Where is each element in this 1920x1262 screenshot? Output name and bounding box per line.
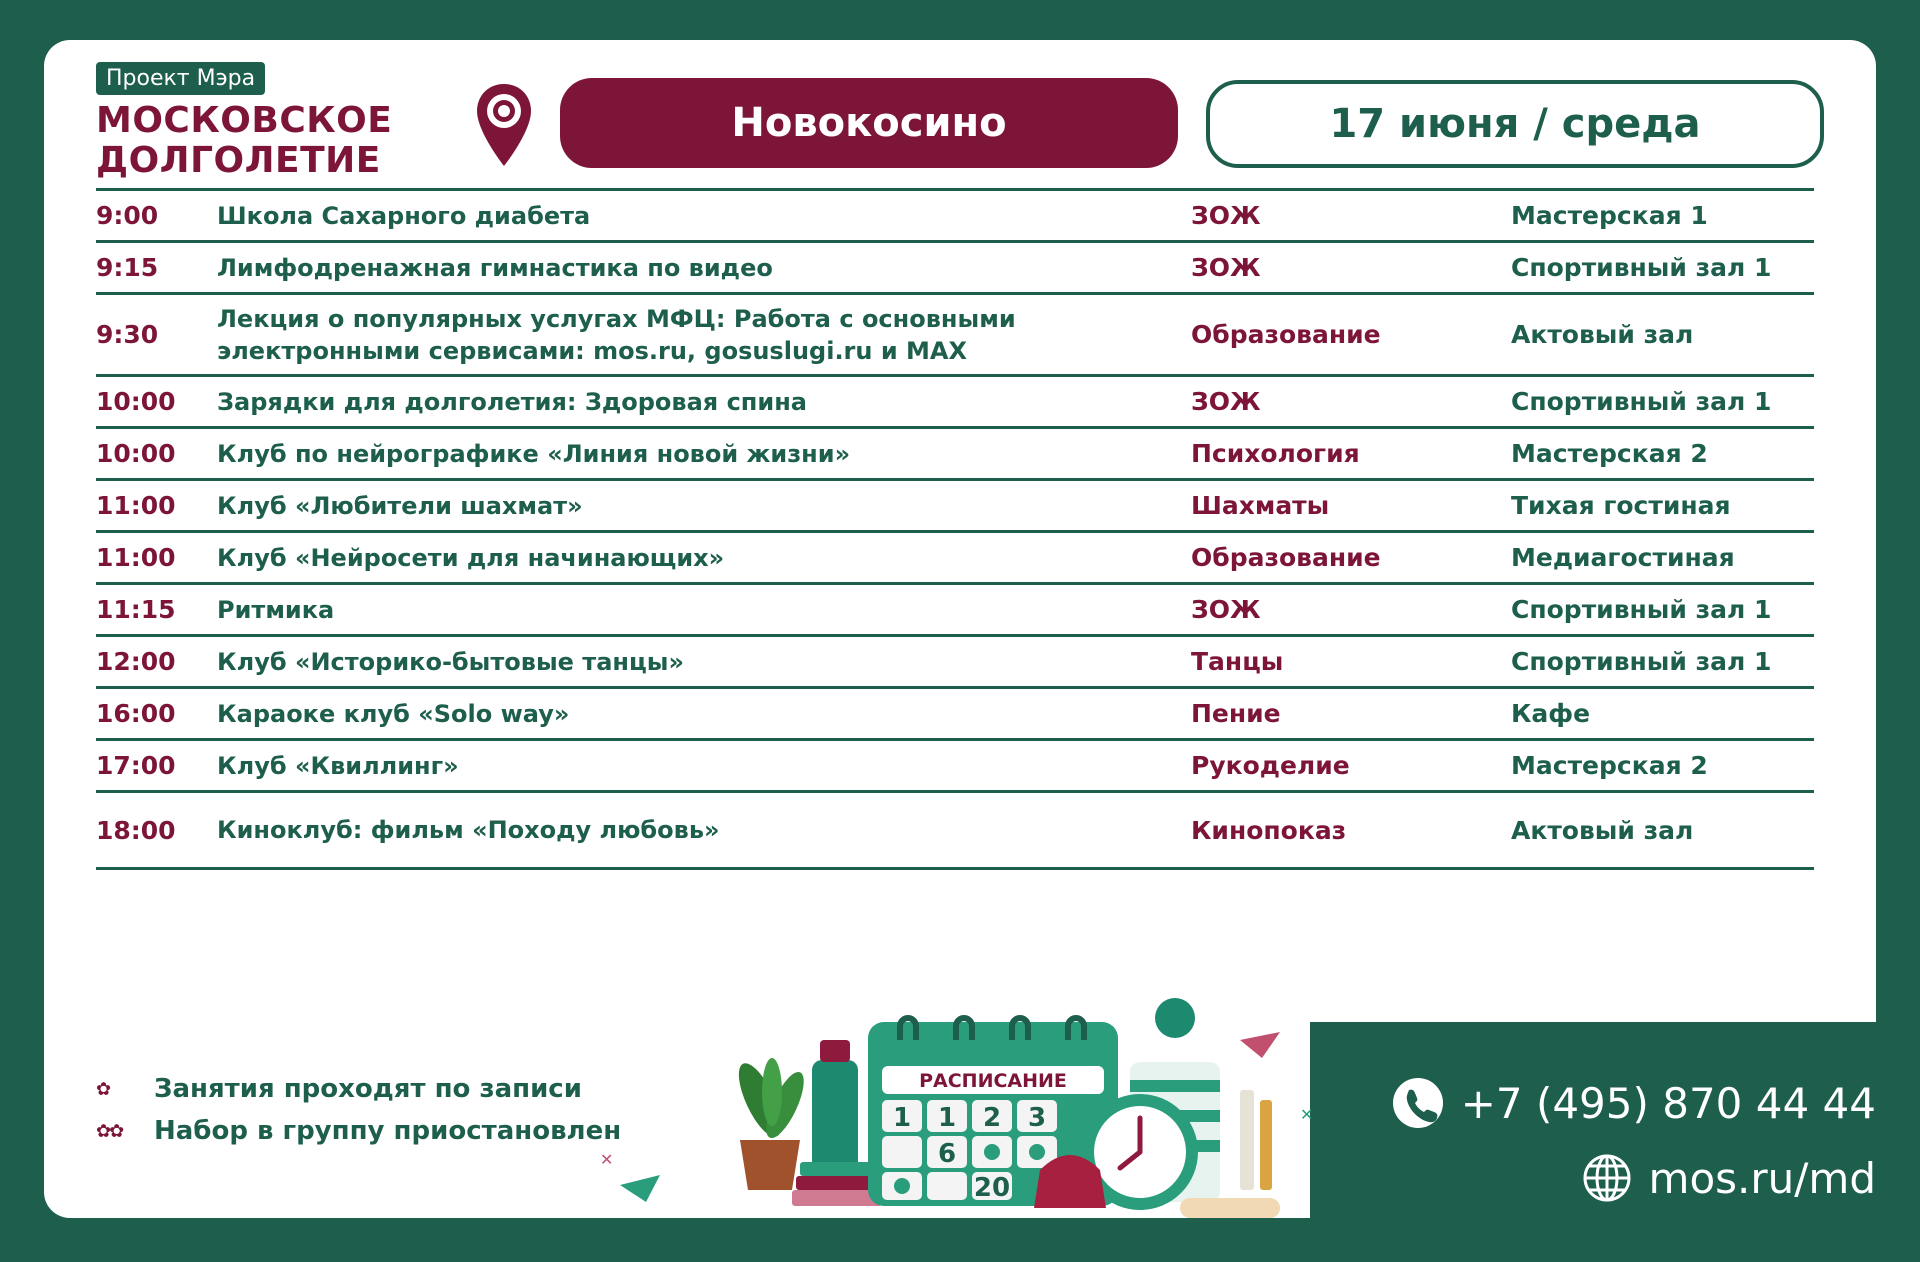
- contact-band: [1310, 1022, 1920, 1262]
- logo-badge: Проект Мэра: [96, 62, 265, 95]
- row-category: Образование: [1191, 320, 1381, 349]
- row-room: Спортивный зал 1: [1511, 253, 1772, 282]
- row-time: 11:00: [96, 491, 176, 520]
- row-room: Актовый зал: [1511, 815, 1694, 845]
- flower-icon: ✿: [96, 1078, 110, 1100]
- table-row: [96, 533, 1814, 585]
- row-category: Шахматы: [1191, 491, 1330, 520]
- row-time: 17:00: [96, 751, 176, 780]
- table-row: [96, 377, 1814, 429]
- row-title: Школа Сахарного диабета: [217, 201, 591, 230]
- site-url[interactable]: mos.ru/md: [1648, 1153, 1876, 1203]
- calendar-cell: 20: [973, 1173, 1011, 1203]
- note-text: Занятия проходят по записи: [154, 1074, 582, 1104]
- row-category: Рукоделие: [1191, 751, 1350, 780]
- row-category: ЗОЖ: [1191, 253, 1261, 282]
- row-category: Кинопоказ: [1191, 815, 1347, 845]
- logo: [96, 62, 392, 181]
- row-time: 12:00: [96, 647, 176, 676]
- row-category: Образование: [1191, 543, 1381, 572]
- calendar-cell: 1: [937, 1103, 957, 1133]
- table-row: [96, 637, 1814, 689]
- table-row: [96, 191, 1814, 243]
- row-time: 16:00: [96, 699, 176, 728]
- note-by-appointment: [96, 1068, 582, 1110]
- row-time: 9:30: [96, 320, 159, 349]
- row-title: Клуб «Любители шахмат»: [217, 491, 583, 520]
- table-row: [96, 793, 1814, 870]
- row-category: Танцы: [1191, 647, 1284, 676]
- schedule-illustration: [600, 970, 1340, 1222]
- logo-line-2: ДОЛГОЛЕТИЕ: [96, 140, 381, 181]
- row-category: Психология: [1191, 439, 1360, 468]
- row-room: Мастерская 2: [1511, 439, 1708, 468]
- note-text: Набор в группу приостановлен: [154, 1116, 622, 1146]
- logo-line-1: МОСКОВСКОЕ: [96, 100, 393, 141]
- table-row: [96, 689, 1814, 741]
- row-room: Мастерская 1: [1511, 201, 1708, 230]
- row-room: Спортивный зал 1: [1511, 595, 1772, 624]
- row-room: Мастерская 2: [1511, 751, 1708, 780]
- svg-text:✕: ✕: [1300, 1105, 1314, 1124]
- row-room: Медиагостиная: [1511, 543, 1735, 572]
- row-category: ЗОЖ: [1191, 595, 1261, 624]
- calendar-label: РАСПИСАНИЕ: [919, 1070, 1067, 1092]
- row-title: Клуб «Квиллинг»: [217, 751, 459, 780]
- notes-legend: [96, 1068, 622, 1152]
- table-row: [96, 585, 1814, 637]
- row-title: Киноклуб: фильм «Походу любовь»: [217, 816, 720, 844]
- row-time: 18:00: [96, 815, 176, 845]
- table-row: [96, 295, 1814, 377]
- double-flower-icon: ✿✿: [96, 1120, 123, 1142]
- calendar-cell: 2: [982, 1103, 1002, 1133]
- row-room: Спортивный зал 1: [1511, 647, 1772, 676]
- phone-number: +7 (495) 870 44 44: [1460, 1078, 1876, 1128]
- row-title: Клуб «Нейросети для начинающих»: [217, 543, 725, 572]
- calendar-cell: 3: [1027, 1103, 1047, 1133]
- calendar-cell: 1: [892, 1103, 912, 1133]
- row-category: ЗОЖ: [1191, 387, 1261, 416]
- row-category: Пение: [1191, 699, 1281, 728]
- district-banner: Новокосино: [560, 78, 1178, 168]
- row-title: Лекция о популярных услугах МФЦ: Работа с основными электронными сервисами: mos.ru, gosuslugi.ru и MAX: [217, 304, 1016, 365]
- location-pin-icon: [474, 82, 534, 168]
- row-time: 10:00: [96, 439, 176, 468]
- row-title: Караоке клуб «Solo way»: [217, 699, 570, 728]
- row-room: Тихая гостиная: [1511, 491, 1731, 520]
- row-title: Зарядки для долголетия: Здоровая спина: [217, 387, 807, 416]
- row-time: 9:15: [96, 253, 159, 282]
- row-room: Актовый зал: [1511, 320, 1694, 349]
- row-time: 11:00: [96, 543, 176, 572]
- globe-icon: [1581, 1152, 1633, 1204]
- calendar-cell: 6: [937, 1139, 957, 1169]
- phone-icon: [1391, 1076, 1445, 1130]
- row-time: 11:15: [96, 595, 176, 624]
- row-room: Спортивный зал 1: [1511, 387, 1772, 416]
- row-title: Клуб по нейрографике «Линия новой жизни»: [217, 439, 851, 468]
- table-row: [96, 243, 1814, 295]
- row-time: 9:00: [96, 201, 159, 230]
- schedule-table: [96, 188, 1814, 870]
- table-row: [96, 741, 1814, 793]
- svg-text:✕: ✕: [600, 1150, 614, 1169]
- row-title: Ритмика: [217, 595, 335, 624]
- phone-contact: [1391, 1076, 1876, 1130]
- note-enrollment-paused: [96, 1110, 622, 1152]
- row-title: Лимфодренажная гимнастика по видео: [217, 253, 773, 282]
- row-category: ЗОЖ: [1191, 201, 1261, 230]
- site-contact: [1581, 1152, 1876, 1204]
- row-title: Клуб «Историко-бытовые танцы»: [217, 647, 684, 676]
- table-row: [96, 481, 1814, 533]
- table-row: [96, 429, 1814, 481]
- row-time: 10:00: [96, 387, 176, 416]
- date-banner: 17 июня / среда: [1206, 80, 1824, 168]
- row-room: Кафе: [1511, 699, 1591, 728]
